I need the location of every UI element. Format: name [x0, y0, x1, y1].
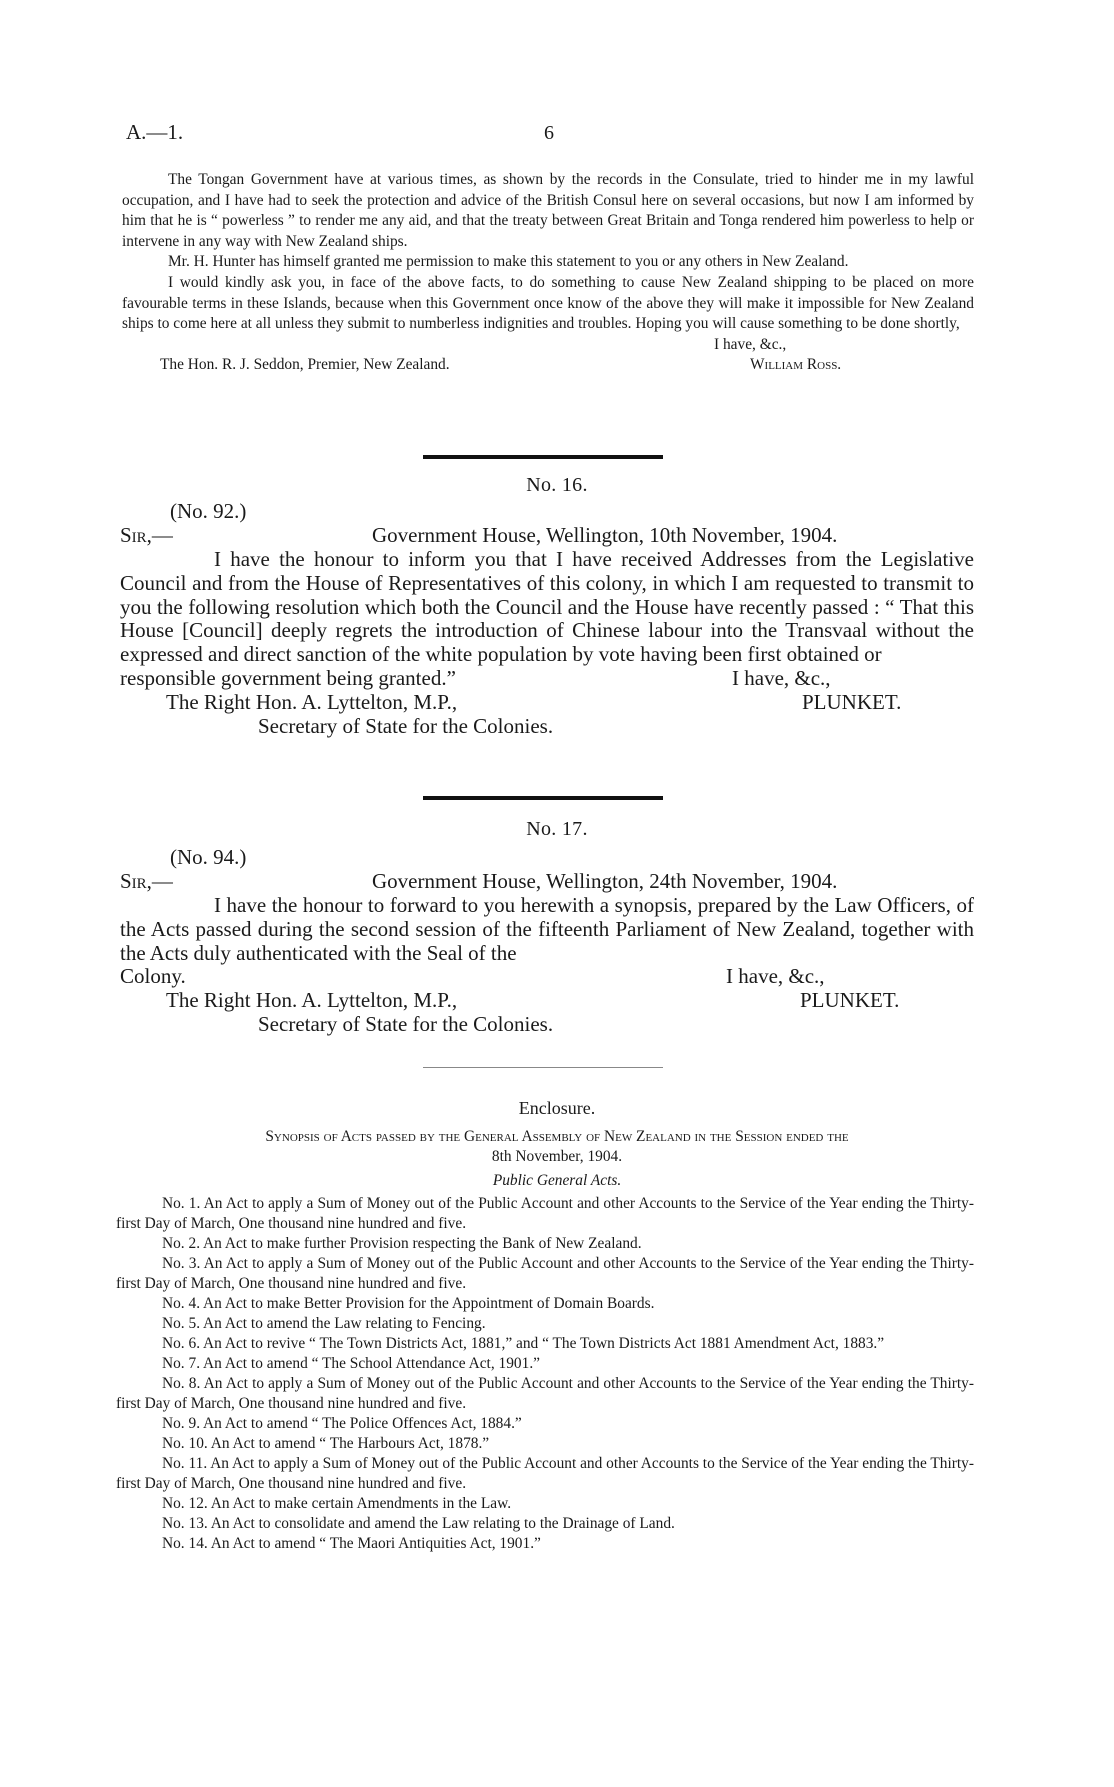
letter-17-signature: PLUNKET. [800, 988, 900, 1013]
letter-16-place-date: Government House, Wellington, 10th November, 1904. [372, 523, 838, 547]
top-letter-paragraph: The Tongan Government have at various times, as shown by the records in the Consulate, tried to hinder me in my lawful occupation, and I have had to seek the protection and advice of the British Consul here on several occasions, but now I am informed by him that he is “ powerless ” to render me any aid, and that the treaty between Great Britain and Tonga rendered him powerless to help or intervene in any way with New Zealand ships. [122, 171, 974, 250]
list-item: No. 11. An Act to apply a Sum of Money out of the Public Account and other Accounts to the Service of the Year ending the Thirty-first Day of March, One thousand nine hundred and five. [116, 1455, 974, 1492]
letter-17-last-line: Colony. [120, 964, 186, 989]
top-letter-signature: William Ross. [750, 355, 842, 373]
list-item: No. 3. An Act to apply a Sum of Money out of the Public Account and other Accounts to the Service of the Year ending the Thirty-first Day of March, One thousand nine hundred and five. [116, 1255, 974, 1292]
letter-16-closing: I have, &c., [732, 665, 831, 690]
top-letter-paragraph: Mr. H. Hunter has himself granted me permission to make this statement to you or any others in New Zealand. [168, 253, 849, 271]
page-number: 6 [544, 122, 554, 144]
letter-17-closing: I have, &c., [726, 964, 825, 989]
letter-17-salutation: Sir,— [120, 869, 173, 893]
section-divider [423, 455, 663, 459]
acts-subheading: Public General Acts. [492, 1172, 622, 1189]
list-item: No. 7. An Act to amend “ The School Attendance Act, 1901.” [162, 1355, 540, 1372]
list-item: No. 2. An Act to make further Provision respecting the Bank of New Zealand. [162, 1235, 642, 1252]
section-divider [423, 1067, 663, 1068]
list-item: No. 5. An Act to amend the Law relating to Fencing. [162, 1315, 486, 1332]
list-item: No. 10. An Act to amend “ The Harbours Act, 1878.” [162, 1435, 490, 1452]
list-item: No. 6. An Act to revive “ The Town Districts Act, 1881,” and “ The Town Districts Act 1881 Amendment Act, 1883.” [162, 1335, 885, 1352]
letter-16-signature: PLUNKET. [802, 689, 902, 714]
top-letter [122, 170, 974, 377]
letter-17-addressee: The Right Hon. A. Lyttelton, M.P., [166, 988, 458, 1013]
letter-16-heading: No. 16. [526, 474, 588, 496]
enclosure-heading: Enclosure. [518, 1098, 596, 1118]
top-letter-paragraph: I would kindly ask you, in face of the above facts, to do something to cause New Zealand shipping to be placed on more favourable terms in these Islands, because when this Government once know of the above they will make it impossible for New Zealand ships to come here at all unless they submit to numberless indignities and troubles. Hoping you will cause something to be done shortly, [122, 273, 974, 333]
synopsis-title-date: 8th November, 1904. [491, 1148, 623, 1165]
list-item: No. 4. An Act to make Better Provision for the Appointment of Domain Boards. [162, 1295, 655, 1312]
letter-17-body: I have the honour to forward to you herewith a synopsis, prepared by the Law Officers, of the Acts passed during the second session of the fifteenth Parliament of New Zealand, together with the Acts duly authenticated with the Seal of the [120, 893, 974, 965]
top-letter-closing: I have, &c., [714, 335, 787, 353]
list-item: No. 8. An Act to apply a Sum of Money out of the Public Account and other Accounts to the Service of the Year ending the Thirty-first Day of March, One thousand nine hundred and five. [116, 1375, 974, 1412]
letter-16 [120, 500, 974, 739]
list-item: No. 1. An Act to apply a Sum of Money out of the Public Account and other Accounts to the Service of the Year ending the Thirty-first Day of March, One thousand nine hundred and five. [116, 1195, 974, 1232]
letter-17 [120, 846, 974, 1037]
letter-16-addressee-title: Secretary of State for the Colonies. [258, 713, 554, 738]
list-item: No. 12. An Act to make certain Amendments in the Law. [162, 1495, 512, 1512]
acts-list [116, 1194, 974, 1554]
letter-16-salutation: Sir,— [120, 523, 173, 547]
list-item: No. 14. An Act to amend “ The Maori Antiquities Act, 1901.” [162, 1535, 541, 1552]
letter-16-body: I have the honour to inform you that I have received Addresses from the Legislative Council and from the House of Representatives of this colony, in which I am requested to transmit to you the following resolution which both the Council and the House have recently passed : “ That this House [Council] deeply regrets the introduction of Chinese labour into the Transvaal without the expressed and direct sanction of the white population by vote having been first obtained or [120, 547, 974, 667]
letter-17-ref: (No. 94.) [170, 845, 247, 869]
list-item: No. 13. An Act to consolidate and amend the Law relating to the Drainage of Land. [162, 1515, 675, 1532]
document-reference: A.—1. [126, 120, 184, 144]
section-divider [423, 796, 663, 800]
synopsis-title: Synopsis of Acts passed by the General Assembly of New Zealand in the Session ended the [265, 1128, 849, 1145]
letter-16-ref: (No. 92.) [170, 499, 247, 523]
letter-16-last-line: responsible government being granted.” [120, 665, 456, 690]
letter-17-place-date: Government House, Wellington, 24th November, 1904. [372, 869, 838, 893]
letter-17-heading: No. 17. [526, 818, 588, 840]
list-item: No. 9. An Act to amend “ The Police Offences Act, 1884.” [162, 1415, 522, 1432]
letter-17-addressee-title: Secretary of State for the Colonies. [258, 1012, 554, 1037]
letter-16-addressee: The Right Hon. A. Lyttelton, M.P., [166, 689, 458, 714]
top-letter-addressee: The Hon. R. J. Seddon, Premier, New Zealand. [160, 355, 450, 373]
